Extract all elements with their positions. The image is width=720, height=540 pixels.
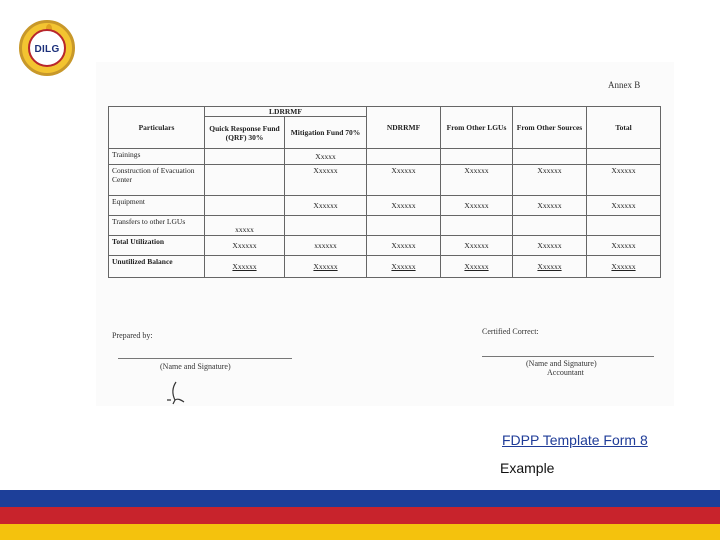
row-label: Transfers to other LGUs: [109, 216, 205, 236]
cell-total: Xxxxxx: [587, 196, 661, 216]
cell-qrf: xxxxx: [205, 216, 285, 236]
signature-scribble: [164, 380, 194, 406]
dilg-logo: [19, 20, 75, 76]
cell-other-sources: Xxxxxx: [513, 196, 587, 216]
header-total: Total: [587, 107, 661, 149]
cell-mitigation: Xxxxx: [285, 149, 367, 165]
cell-ndrrmf: [367, 149, 441, 165]
table-row: [109, 165, 661, 196]
name-signature-right: (Name and Signature): [526, 359, 597, 368]
row-label: Unutilized Balance: [109, 256, 205, 278]
header-ldrrmf: LDRRMF: [205, 107, 367, 117]
signature-line-right: [482, 356, 654, 357]
footer-band-blue: [0, 490, 720, 507]
cell-other-sources: Xxxxxx: [513, 236, 587, 256]
row-label: Equipment: [109, 196, 205, 216]
row-label: Construction of Evacuation Center: [109, 165, 205, 196]
cell-total: Xxxxxx: [587, 165, 661, 196]
cell-mitigation: xxxxxx: [285, 236, 367, 256]
cell-other-lgus: [441, 149, 513, 165]
cell-mitigation: Xxxxxx: [285, 165, 367, 196]
table-row: [109, 149, 661, 165]
cell-mitigation: [285, 216, 367, 236]
annex-label: Annex B: [608, 80, 641, 90]
cell-ndrrmf: Xxxxxx: [367, 236, 441, 256]
footer-band-yellow: [0, 524, 720, 540]
cell-other-sources: Xxxxxx: [513, 165, 587, 196]
accountant-label: Accountant: [547, 368, 584, 377]
cell-other-lgus: [441, 216, 513, 236]
table-row: [109, 256, 661, 278]
cell-other-lgus: Xxxxxx: [441, 165, 513, 196]
header-mitigation: Mitigation Fund 70%: [285, 117, 367, 149]
cell-ndrrmf: [367, 216, 441, 236]
fund-utilization-table: [108, 106, 661, 278]
header-ndrrmf: NDRRMF: [367, 107, 441, 149]
certified-correct-label: Certified Correct:: [482, 327, 539, 336]
row-label: Trainings: [109, 149, 205, 165]
logo-text: DILG: [34, 44, 60, 55]
logo-seal: [28, 29, 66, 67]
row-label: Total Utilization: [109, 236, 205, 256]
cell-total: [587, 216, 661, 236]
cell-qrf: Xxxxxx: [205, 256, 285, 278]
cell-other-sources: Xxxxxx: [513, 256, 587, 278]
cell-qrf: [205, 165, 285, 196]
example-caption: Example: [500, 460, 555, 476]
cell-other-sources: [513, 216, 587, 236]
header-particulars: Particulars: [109, 107, 205, 149]
cell-qrf: [205, 196, 285, 216]
cell-ndrrmf: Xxxxxx: [367, 256, 441, 278]
cell-total: Xxxxxx: [587, 236, 661, 256]
cell-total: Xxxxxx: [587, 256, 661, 278]
header-other-sources: From Other Sources: [513, 107, 587, 149]
header-other-lgus: From Other LGUs: [441, 107, 513, 149]
cell-other-lgus: Xxxxxx: [441, 236, 513, 256]
cell-mitigation: Xxxxxx: [285, 256, 367, 278]
table-row: [109, 196, 661, 216]
cell-other-sources: [513, 149, 587, 165]
cell-ndrrmf: Xxxxxx: [367, 165, 441, 196]
cell-qrf: Xxxxxx: [205, 236, 285, 256]
name-signature-left: (Name and Signature): [160, 362, 231, 371]
cell-mitigation: Xxxxxx: [285, 196, 367, 216]
cell-total: [587, 149, 661, 165]
prepared-by-label: Prepared by:: [112, 331, 153, 340]
cell-ndrrmf: Xxxxxx: [367, 196, 441, 216]
footer-band-red: [0, 507, 720, 524]
fdpp-template-link[interactable]: FDPP Template Form 8: [502, 432, 648, 448]
table-row: [109, 236, 661, 256]
table-row: [109, 216, 661, 236]
header-qrf: Quick Response Fund (QRF) 30%: [205, 117, 285, 149]
cell-other-lgus: Xxxxxx: [441, 196, 513, 216]
signature-line-left: [118, 358, 292, 359]
cell-other-lgus: Xxxxxx: [441, 256, 513, 278]
cell-qrf: [205, 149, 285, 165]
